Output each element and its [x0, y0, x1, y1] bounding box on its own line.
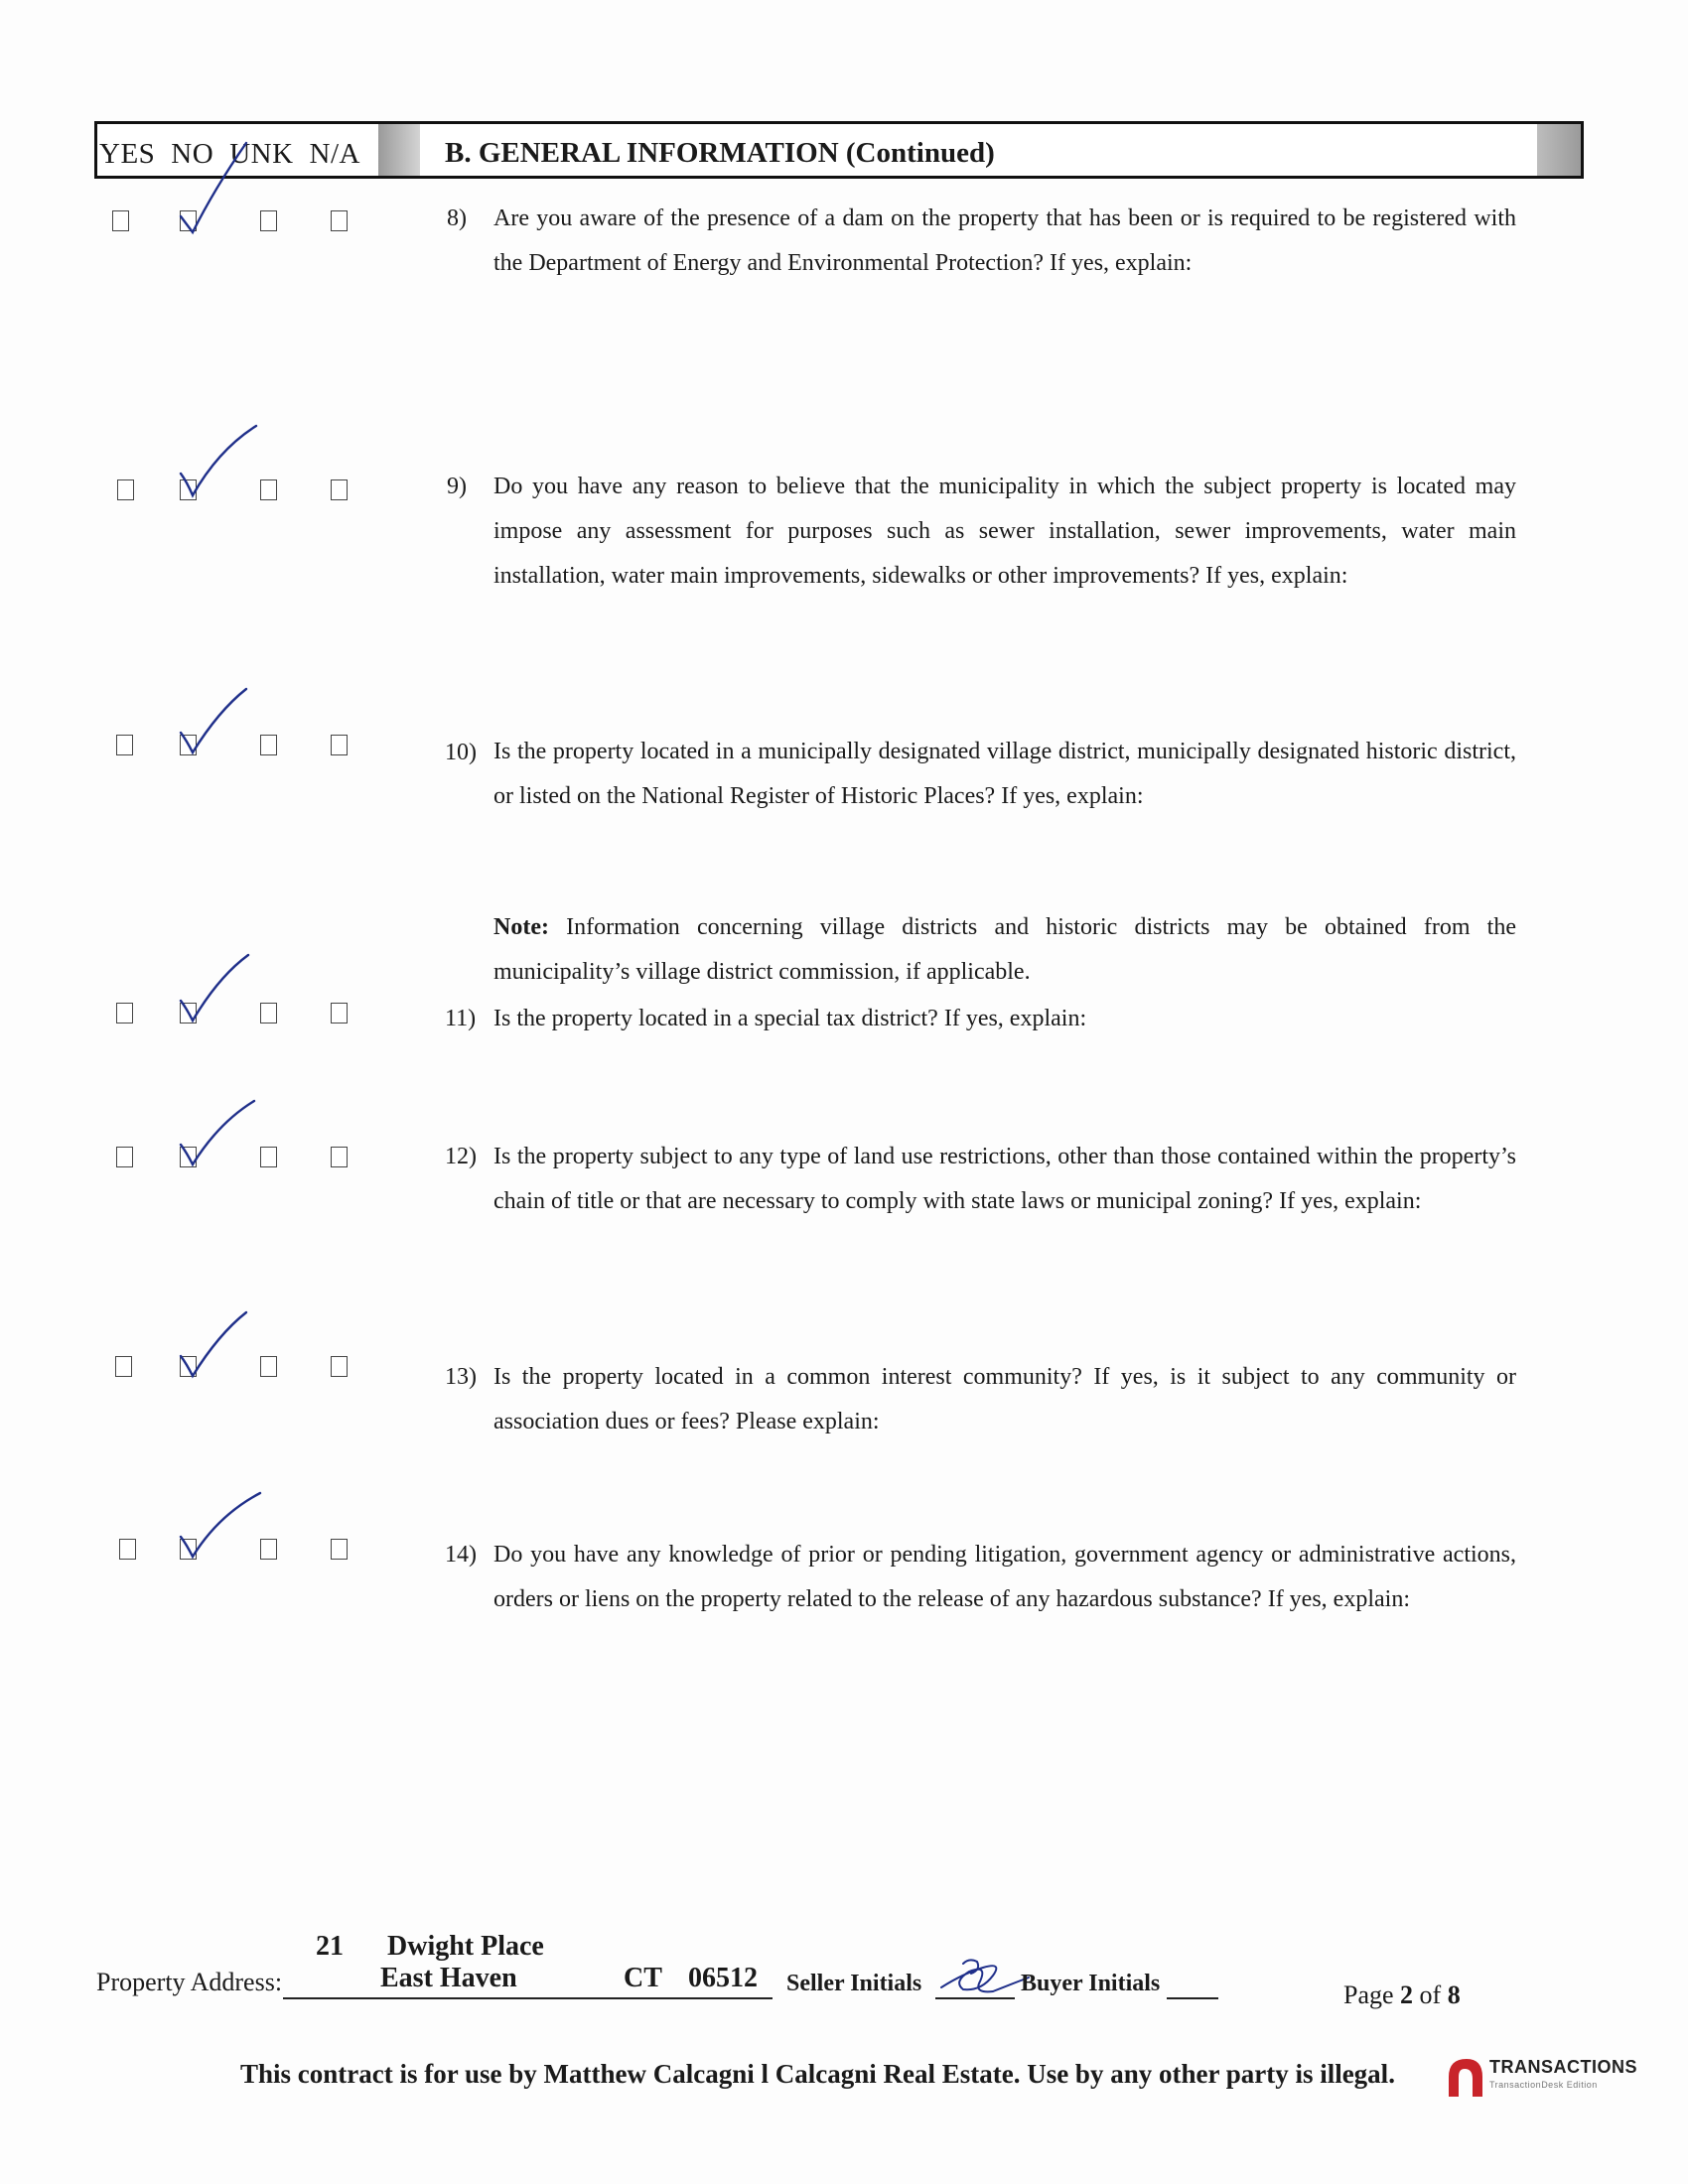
state: CT	[624, 1963, 662, 1993]
checkbox-na[interactable]	[331, 479, 348, 500]
note	[493, 905, 1516, 995]
checkbox-yes[interactable]	[119, 1539, 136, 1560]
question-number: 14)	[445, 1542, 477, 1568]
checkbox-yes[interactable]	[112, 210, 129, 231]
question-number: 9)	[447, 474, 467, 499]
col-no-label: NO	[171, 138, 214, 170]
question-number: 13)	[445, 1364, 477, 1390]
question-text: Do you have any knowledge of prior or pending litigation, government agency or administrative actions, orders or liens on the property related to the release of any hazardous substance? If yes, explain:	[493, 1542, 1516, 1612]
col-unk-label: UNK	[229, 138, 294, 170]
checkbox-yes[interactable]	[117, 479, 134, 500]
question-text: Is the property located in a municipally designated village district, municipally designated historic district, or listed on the National Register of Historic Places? If yes, explain:	[493, 739, 1516, 809]
handwritten-checkmark-icon	[175, 951, 264, 1030]
logo-text: TRANSACTIONS	[1489, 2057, 1637, 2077]
page-number	[1343, 1980, 1461, 2010]
street-number: 21	[316, 1931, 344, 1962]
col-na-label: N/A	[309, 138, 360, 170]
zip: 06512	[688, 1963, 758, 1993]
city: East Haven	[380, 1963, 517, 1993]
checkbox-na[interactable]	[331, 1356, 348, 1377]
handwritten-checkmark-icon	[175, 422, 264, 506]
note-label: Note:	[493, 914, 549, 940]
handwritten-checkmark-icon	[175, 1097, 264, 1176]
note-text: Information concerning village districts and historic districts may be obtained from the municipality’s village district commission, if applicable.	[493, 914, 1516, 985]
checkbox-na[interactable]	[331, 735, 348, 755]
checkbox-yes[interactable]	[116, 1147, 133, 1167]
handwritten-checkmark-icon	[175, 1489, 264, 1569]
header-shade	[1537, 124, 1581, 176]
section-title: B. GENERAL INFORMATION (Continued)	[445, 137, 995, 169]
checkbox-na[interactable]	[331, 210, 348, 231]
legal-notice: This contract is for use by Matthew Calcagni l Calcagni Real Estate. Use by any other party is illegal.	[240, 2059, 1395, 2089]
buyer-initials-label: Buyer Initials	[1021, 1971, 1161, 1996]
checkbox-yes[interactable]	[116, 1003, 133, 1024]
checkbox-yes[interactable]	[115, 1356, 132, 1377]
page-total: 8	[1447, 1980, 1461, 2009]
property-address-label: Property Address:	[96, 1968, 283, 1996]
checkbox-na[interactable]	[331, 1003, 348, 1024]
checkbox-na[interactable]	[331, 1147, 348, 1167]
page-of: of	[1419, 1980, 1442, 2009]
header-shade	[378, 124, 420, 176]
seller-initials-label: Seller Initials	[786, 1971, 922, 1996]
question-text: Are you aware of the presence of a dam on the property that has been or is required to be registered with the Department of Energy and Environmental Protection? If yes, explain:	[493, 205, 1516, 276]
address-underline	[283, 1997, 773, 1999]
page-current: 2	[1400, 1980, 1414, 2009]
checkbox-na[interactable]	[331, 1539, 348, 1560]
seller-initials-signature	[933, 1954, 1033, 2003]
logo-subtext: TransactionDesk Edition	[1489, 2080, 1598, 2090]
question-text: Is the property subject to any type of land use restrictions, other than those contained within the property’s chain of title or that are necessary to comply with state laws or municipal zoning? If yes, explain:	[493, 1144, 1516, 1214]
section-header	[94, 121, 1584, 179]
handwritten-checkmark-icon	[175, 685, 264, 764]
question-number: 8)	[447, 205, 467, 231]
question-number: 12)	[445, 1144, 477, 1169]
buyer-initials-line[interactable]	[1167, 1997, 1218, 1999]
page-label: Page	[1343, 1980, 1394, 2009]
handwritten-checkmark-icon	[175, 1308, 264, 1388]
street-name: Dwight Place	[387, 1931, 544, 1962]
question-number: 11)	[445, 1006, 477, 1031]
question-text: Is the property located in a common interest community? If yes, is it subject to any community or association dues or fees? Please explain:	[493, 1364, 1516, 1434]
question-number: 10)	[445, 740, 477, 765]
col-yes-label: YES	[99, 138, 156, 170]
handwritten-checkmark-icon	[175, 139, 254, 238]
question-text: Do you have any reason to believe that the municipality in which the subject property is located may impose any assessment for purposes such as sewer installation, sewer improvements, water main installation, water main improvements, sidewalks or other improvements? If yes, explain:	[493, 474, 1516, 589]
checkbox-yes[interactable]	[116, 735, 133, 755]
checkbox-unk[interactable]	[260, 210, 277, 231]
question-text: Is the property located in a special tax district? If yes, explain:	[493, 1006, 1087, 1031]
transactions-logo-icon	[1445, 2055, 1486, 2099]
